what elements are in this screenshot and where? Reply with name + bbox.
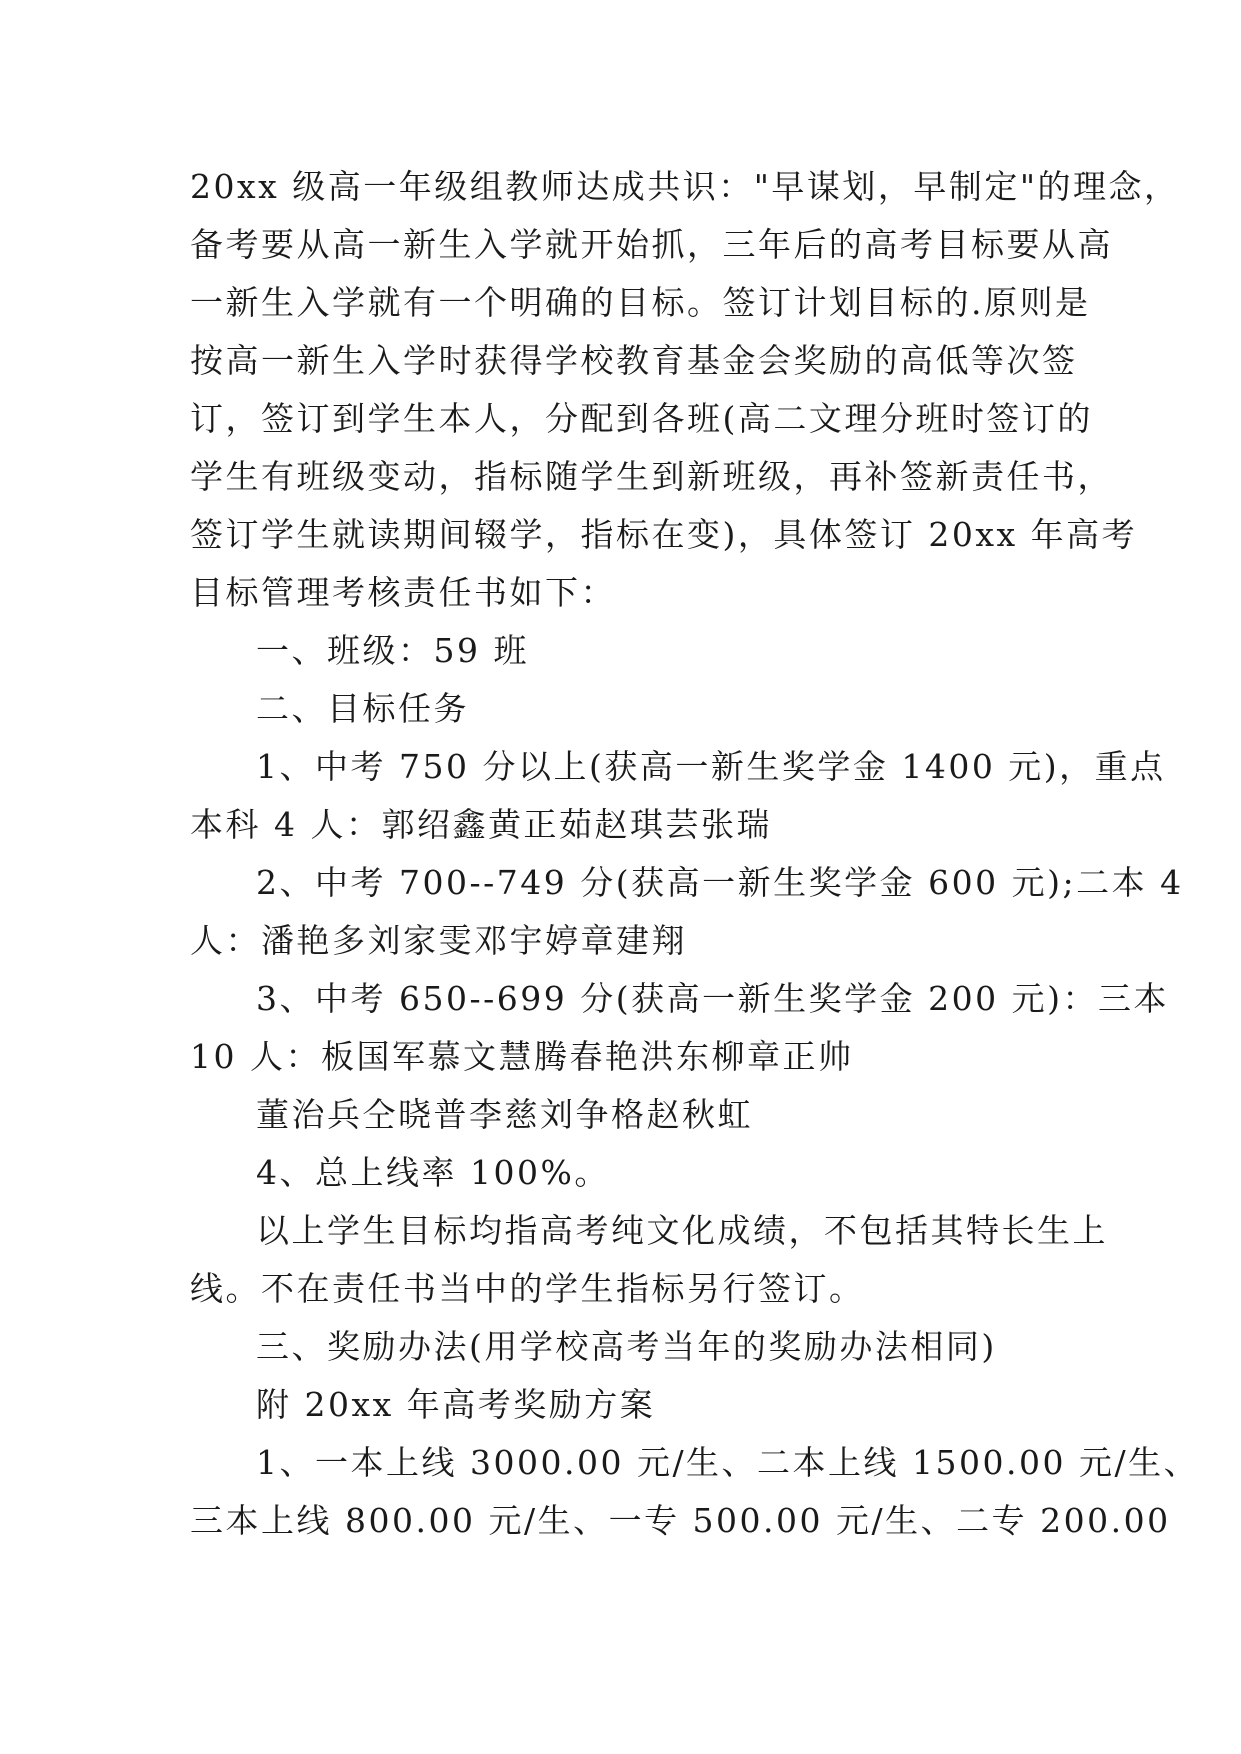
target-item-3: 3、中考 650--699 分(获高一新生奖学金 200 元)：三本 — [256, 979, 1169, 1018]
target-item-2: 2、中考 700--749 分(获高一新生奖学金 600 元);二本 4 — [256, 863, 1184, 902]
section-heading-rewards: 三、奖励办法(用学校高考当年的奖励办法相同) — [256, 1327, 997, 1366]
section-heading-targets: 二、目标任务 — [256, 689, 469, 728]
text-line: 三本上线 800.00 元/生、一专 500.00 元/生、二专 200.00 — [190, 1501, 1171, 1540]
text-line: 签订学生就读期间辍学，指标在变)，具体签订 20xx 年高考 — [190, 515, 1138, 554]
text-line: 目标管理考核责任书如下： — [190, 573, 616, 612]
text-line: 人：潘艳多刘家雯邓宇婷章建翔 — [190, 921, 687, 960]
text-line: 线。不在责任书当中的学生指标另行签订。 — [190, 1269, 865, 1308]
text-line: 订，签订到学生本人，分配到各班(高二文理分班时签订的 — [190, 399, 1093, 438]
target-item-1: 1、中考 750 分以上(获高一新生奖学金 1400 元)，重点 — [256, 747, 1166, 786]
text-line: 20xx 级高一年级组教师达成共识："早谋划，早制定"的理念， — [190, 167, 1180, 206]
text-line: 学生有班级变动，指标随学生到新班级，再补签新责任书， — [190, 457, 1113, 496]
text-line: 10 人：板国军慕文慧腾春艳洪东柳章正帅 — [190, 1037, 854, 1076]
note-paragraph: 以上学生目标均指高考纯文化成绩，不包括其特长生上 — [256, 1211, 1108, 1250]
class-heading: 一、班级：59 班 — [256, 631, 529, 670]
text-line: 本科 4 人：郭绍鑫黄正茹赵琪芸张瑞 — [190, 805, 772, 844]
appendix-heading: 附 20xx 年高考奖励方案 — [256, 1385, 656, 1424]
reward-item-1: 1、一本上线 3000.00 元/生、二本上线 1500.00 元/生、 — [256, 1443, 1200, 1482]
text-line: 按高一新生入学时获得学校教育基金会奖励的高低等次签 — [190, 341, 1078, 380]
text-line: 董治兵仝晓普李慈刘争格赵秋虹 — [256, 1095, 753, 1134]
target-item-4: 4、总上线率 100%。 — [256, 1153, 610, 1192]
text-line: 备考要从高一新生入学就开始抓，三年后的高考目标要从高 — [190, 225, 1113, 264]
document-body — [190, 158, 1200, 1550]
text-line: 一新生入学就有一个明确的目标。签订计划目标的.原则是 — [190, 283, 1091, 322]
